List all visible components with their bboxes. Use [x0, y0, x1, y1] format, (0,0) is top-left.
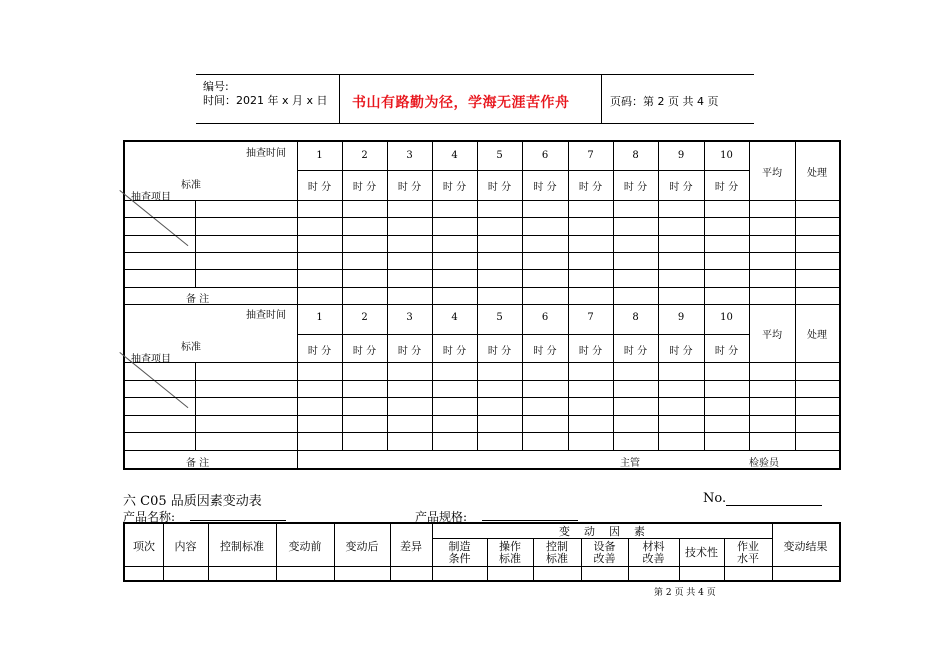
product-spec-label: 产品规格: [415, 510, 468, 524]
grid-line [125, 415, 839, 416]
grid-line [125, 217, 839, 218]
item-label: 抽查项目 [131, 192, 171, 203]
sample-number: 6 [541, 150, 549, 161]
form-title: 六 C05 品质因素变动表 [123, 494, 262, 509]
inspector-label: 检验员 [749, 458, 779, 469]
sample-number: 5 [496, 312, 503, 323]
time-cell: 时 分 [397, 182, 422, 193]
sample-number: 4 [451, 150, 458, 161]
grid-line [432, 287, 433, 304]
average-label: 平均 [762, 330, 782, 341]
sample-number: 7 [587, 150, 594, 161]
factor-header: 操作 标准 [499, 540, 521, 565]
time-cell: 时 分 [352, 182, 377, 193]
grid-line [704, 200, 705, 287]
time-cell: 时 分 [623, 182, 648, 193]
grid-line [795, 362, 796, 450]
grid-line [125, 380, 839, 381]
time-cell: 时 分 [533, 182, 557, 193]
grid-line [568, 362, 569, 450]
grid-line [839, 200, 840, 287]
supervisor-label: 主管 [620, 458, 640, 469]
sample-number: 10 [720, 150, 733, 161]
handling-label: 处理 [807, 330, 827, 341]
form-no-label: No. [703, 491, 727, 506]
product-name-label: 产品名称: [123, 510, 176, 524]
grid-line [297, 287, 298, 304]
time-cell: 时 分 [578, 182, 603, 193]
time-cell: 时 分 [442, 182, 467, 193]
grid-line [125, 287, 839, 288]
factor-header: 设备 改善 [593, 540, 616, 565]
header-motto: 书山有路勤为径，学海无涯苦作舟 [352, 95, 570, 111]
sample-time-label: 抽查时间 [246, 148, 286, 159]
time-cell: 时 分 [578, 346, 603, 357]
sample-number: 7 [587, 312, 594, 323]
sample-number: 3 [406, 150, 413, 161]
column-header: 差异 [400, 540, 422, 553]
grid-line [477, 362, 478, 450]
grid-line [795, 287, 796, 304]
grid-line [125, 235, 839, 236]
standard-label: 标准 [181, 342, 201, 353]
grid-line [387, 287, 388, 304]
time-cell: 时 分 [669, 182, 693, 193]
grid-line [195, 362, 196, 450]
grid-line [522, 200, 523, 287]
sample-number: 4 [451, 312, 458, 323]
factor-header: 作业 水平 [737, 540, 759, 565]
grid-line [477, 287, 478, 304]
sample-number: 8 [632, 150, 639, 161]
grid-line [704, 362, 705, 450]
grid-line [613, 287, 614, 304]
factor-group-label: 变 动 因 素 [559, 525, 645, 538]
grid-line [125, 450, 839, 451]
grid-line [387, 362, 388, 450]
header-time-label: 时间：2021 年 x 月 x 日 [203, 94, 328, 107]
grid-line [125, 397, 839, 398]
result-label: 变动结果 [783, 540, 828, 553]
column-header: 项次 [133, 540, 155, 553]
grid-line [477, 200, 478, 287]
grid-line [125, 200, 839, 201]
form-no-field[interactable] [726, 505, 822, 506]
grid-line [125, 432, 839, 433]
grid-line [125, 269, 839, 270]
product-spec-field[interactable] [482, 520, 578, 521]
grid-line [613, 362, 614, 450]
grid-line [432, 538, 772, 539]
time-cell: 时 分 [442, 346, 467, 357]
grid-line [839, 362, 840, 450]
grid-line [749, 362, 750, 450]
grid-line [125, 304, 839, 305]
sample-number: 9 [677, 312, 685, 323]
grid-line [679, 538, 680, 580]
inspection-table [123, 140, 841, 470]
factor-header: 材料 改善 [642, 540, 665, 565]
header-id-label: 编号: [203, 80, 229, 93]
time-cell: 时 分 [623, 346, 648, 357]
handling-label: 处理 [807, 168, 827, 179]
grid-line [432, 200, 433, 287]
sample-number: 10 [720, 312, 733, 323]
sample-time-label: 抽查时间 [246, 310, 286, 321]
header-page-label: 页码：第 2 页 共 4 页 [610, 95, 719, 108]
grid-line [125, 362, 839, 363]
time-cell: 时 分 [487, 346, 512, 357]
sample-number: 2 [361, 150, 368, 161]
grid-line [297, 170, 749, 171]
time-cell: 时 分 [714, 346, 739, 357]
column-header: 变动后 [345, 540, 379, 553]
grid-line [658, 287, 659, 304]
grid-line [342, 200, 343, 287]
factor-header: 控制 标准 [546, 540, 568, 565]
grid-line [522, 362, 523, 450]
grid-line [297, 200, 298, 287]
column-header: 内容 [174, 540, 197, 553]
footer-page: 第 2 页 共 4 页 [654, 588, 716, 598]
standard-label: 标准 [181, 180, 201, 191]
grid-line [658, 200, 659, 287]
time-cell: 时 分 [352, 346, 377, 357]
remarks-label: 备 注 [186, 458, 210, 469]
sample-number: 1 [316, 150, 323, 161]
grid-line [568, 287, 569, 304]
grid-line [839, 287, 840, 304]
time-cell: 时 分 [397, 346, 422, 357]
time-cell: 时 分 [714, 182, 739, 193]
sample-number: 9 [677, 150, 685, 161]
grid-line [195, 200, 196, 287]
grid-line [387, 200, 388, 287]
time-cell: 时 分 [487, 182, 512, 193]
sample-number: 2 [361, 312, 368, 323]
grid-line [297, 334, 749, 335]
time-cell: 时 分 [533, 346, 557, 357]
header-divider-left [339, 74, 340, 123]
grid-line [342, 362, 343, 450]
factor-header: 技术性 [685, 546, 718, 559]
item-label: 抽查项目 [131, 354, 171, 365]
column-header: 变动前 [288, 540, 322, 553]
grid-line [297, 450, 298, 468]
grid-line [432, 362, 433, 450]
grid-line [749, 200, 750, 287]
grid-line [342, 287, 343, 304]
grid-line [704, 287, 705, 304]
header-top-rule [196, 74, 754, 75]
remarks-label: 备 注 [186, 294, 210, 305]
time-cell: 时 分 [307, 346, 332, 357]
column-header: 控制标准 [220, 540, 264, 553]
grid-line [125, 566, 839, 567]
header-divider-right [601, 74, 602, 123]
grid-line [568, 200, 569, 287]
sample-number: 1 [316, 312, 323, 323]
sample-number: 8 [632, 312, 639, 323]
grid-line [795, 200, 796, 287]
grid-line [297, 362, 298, 450]
average-label: 平均 [762, 168, 782, 179]
product-name-field[interactable] [190, 520, 286, 521]
time-cell: 时 分 [307, 182, 332, 193]
grid-line [613, 200, 614, 287]
header-bottom-rule [196, 123, 754, 124]
sample-number: 6 [541, 312, 549, 323]
factor-header: 制造 条件 [448, 540, 471, 565]
change-factor-table [123, 522, 841, 582]
grid-line [658, 362, 659, 450]
time-cell: 时 分 [669, 346, 693, 357]
sample-number: 5 [496, 150, 503, 161]
grid-line [125, 252, 839, 253]
grid-line [749, 287, 750, 304]
sample-number: 3 [406, 312, 413, 323]
grid-line [522, 287, 523, 304]
